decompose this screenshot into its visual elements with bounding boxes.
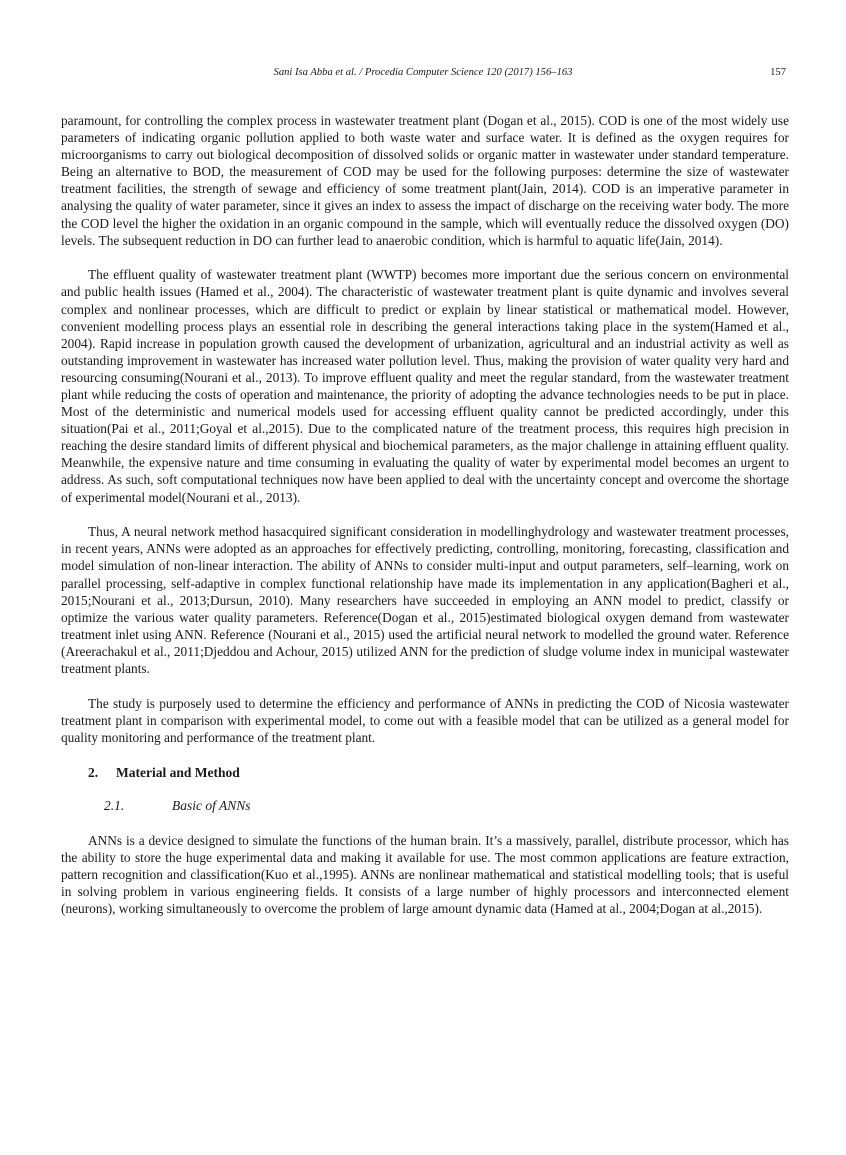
body-paragraph: The effluent quality of wastewater treatment plant (WWTP) becomes more important due the serious concern on environmental and public health issues (Hamed et al., 2004). The characteristic of wastewater treatment plant is quite dynamic and involves several complex and nonlinear processes, which are difficult to predict or explain by linear statistical or mathematical model. However, convenient modelling process plays an essential role in describing the general interactions taking place in the system(Hamed et al., 2004). Rapid increase in population growth caused the development of urbanization, agricultural and an industrial activity as well as outstanding improvement in wastewater has increased water pollution level. Thus, making the provision of water quality very hard and resourcing consuming(Nourani et al., 2013). To improve effluent quality and meet the regular standard, from the wastewater treatment plant while reducing the costs of operation and maintenance, the priority of adopting the advance technologies needs to be put in place. Most of the deterministic and numerical models used for accessing effluent quality cannot be predicted accordingly, under this situation(Pai et al., 2011;Goyal et al.,2015). Due to the complicated nature of the treatment process, this requires high precision in reaching the desire standard limits of different physical and biochemical parameters, as the major challenge in attaining effluent quality. Meanwhile, the expensive nature and time consuming in evaluating the quality of water by experimental model becomes an urgent to address. As such, soft computational techniques now have been applied to deal with the uncertainty concept and overcome the shortage of experimental model(Nourani et al., 2013). [61, 267, 789, 505]
page-number: 157 [770, 67, 786, 78]
running-title: Sani Isa Abba et al. / Procedia Computer Science 120 (2017) 156–163 [273, 67, 573, 78]
subsection-heading [104, 797, 789, 814]
body-paragraph: ANNs is a device designed to simulate the functions of the human brain. It’s a massively, parallel, distribute processor, which has the ability to store the huge experimental data and making it available for use. The most common applications are feature extraction, pattern recognition and classification(Kuo et al.,1995). ANNs are nonlinear mathematical and statistical modelling tools; that is useful in solving problem in various engineering fields. It consists of a large number of highly processors and interconnected element (neurons), working simultaneously to overcome the problem of large amount dynamic data (Hamed at al., 2004;Dogan at al.,2015). [61, 832, 789, 917]
subsection-title: Basic of ANNs [172, 797, 251, 813]
subsection-number: 2.1. [104, 797, 125, 813]
section-number: 2. [88, 764, 99, 780]
section-heading [88, 764, 789, 781]
running-head [0, 67, 846, 85]
article-body [61, 112, 789, 935]
body-paragraph: paramount, for controlling the complex process in wastewater treatment plant (Dogan et al., 2015). COD is one of the most widely use parameters of indicating organic pollution applied to both waste water and surface water. It is defined as the oxygen requires for microorganisms to carry out biological decomposition of dissolved solids or organic matter in wastewater under standard temperature. Being an alternative to BOD, the measurement of COD may be used for the following purposes: determine the size of wastewater treatment facilities, the strength of sewage and efficiency of some treatment plant(Jain, 2014). COD is an imperative parameter in analysing the quality of water parameter, since it gives an index to assess the impact of discharge on the receiving water body. The more the COD level the higher the oxidation in an organic compound in the sample, which will eventually reduce the dissolved oxygen (DO) levels. The subsequent reduction in DO can further lead to anaerobic condition, which is harmful to aquatic life(Jain, 2014). [61, 113, 789, 248]
body-paragraph: The study is purposely used to determine the efficiency and performance of ANNs in predicting the COD of Nicosia wastewater treatment plant in comparison with experimental model, to come out with a feasible model that can be utilized as a general model for quality monitoring and performance of the treatment plant. [61, 695, 789, 745]
body-paragraph: Thus, A neural network method hasacquired significant consideration in modellinghydrology and wastewater treatment processes, in recent years, ANNs were adopted as an approaches for effectively predicting, controlling, monitoring, forecasting, classification and model simulation of non-linear interaction. The ability of ANNs to consider multi-input and output parameters, self–learning, work on parallel processing, self-adaptive in complex functional relationship have made its implementation in any application(Bagheri et al., 2015;Nourani et al., 2013;Dursun, 2010). Many researchers have succeeded in employing an ANN model to predict, classify or optimize the various water quality parameters. Reference(Dogan et al., 2015)estimated biological oxygen demand from wastewater treatment inlet using ANN. Reference (Nourani et al., 2015) used the artificial neural network to modelled the ground water. Reference (Areerachakul et al., 2011;Djeddou and Achour, 2015) utilized ANN for the prediction of sludge volume index in municipal wastewater treatment plants. [61, 524, 789, 676]
section-title: Material and Method [116, 764, 240, 780]
